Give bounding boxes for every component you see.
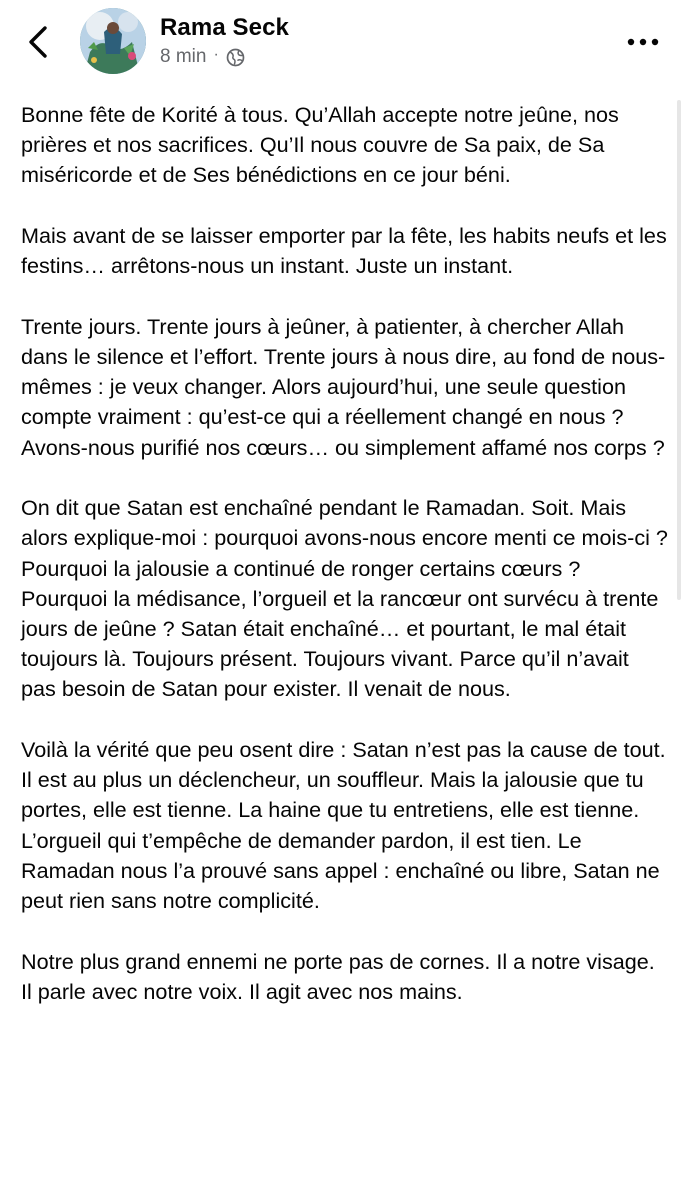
author-name[interactable]: Rama Seck (160, 14, 289, 41)
more-options-button[interactable] (625, 30, 661, 54)
post-text (21, 100, 669, 1037)
post-timestamp[interactable]: 8 min (160, 46, 207, 67)
post-paragraph: On dit que Satan est enchaîné pendant le Ramadan. Soit. Mais alors explique-moi : pourquoi avons-nous encore menti ce mois-ci ? Pourquoi la jalousie a continué de ronger certains cœurs ? Pourquoi la médisance, l’orgueil et la rancœur ont survécu à trente jours de jeûne ? Satan était enchaîné… et pourtant, le mal était toujours là. Toujours présent. Toujours vivant. Parce qu’il n’avait pas besoin de Satan pour exister. Il venait de nous. (21, 495, 668, 702)
post-paragraph: Trente jours. Trente jours à jeûner, à patienter, à chercher Allah dans le silence et l’effort. Trente jours à nous dire, au fond de nous-mêmes : je veux changer. Alors aujourd’hui, une seule question compte vraiment : qu’est-ce qui a réellement changé en nous ? Avons-nous purifié nos cœurs… ou simplement affamé nos corps ? (21, 313, 666, 460)
post-meta (160, 46, 245, 68)
globe-icon[interactable] (226, 48, 245, 67)
back-button[interactable] (18, 22, 58, 62)
avatar-image (80, 8, 146, 74)
post-paragraph: Mais avant de se laisser emporter par la fête, les habits neufs et les festins… arrêtons-nous un instant. Juste un instant. (21, 223, 667, 279)
more-horizontal-icon (627, 38, 659, 46)
avatar[interactable] (80, 8, 146, 74)
scrollbar[interactable] (677, 100, 681, 600)
post-paragraph: Voilà la vérité que peu osent dire : Satan n’est pas la cause de tout. Il est au plus un déclencheur, un souffleur. Mais la jalousie que tu portes, elle est tienne. La haine que tu entretiens, elle est tienne. L’orgueil qui t’empêche de demander pardon, il est tien. Le Ramadan nous l’a prouvé sans appel : enchaîné ou libre, Satan ne peut rien sans notre complicité. (21, 737, 666, 914)
post-paragraph: Bonne fête de Korité à tous. Qu’Allah accepte notre jeûne, nos prières et nos sacrifices. Qu’Il nous couvre de Sa paix, de Sa miséricorde et de Ses bénédictions en ce jour béni. (21, 102, 619, 188)
post-paragraph: Notre plus grand ennemi ne porte pas de cornes. Il a notre visage. Il parle avec notre voix. Il agit avec nos mains. (21, 948, 655, 1004)
chevron-left-icon (27, 25, 49, 59)
meta-separator: · (213, 46, 219, 63)
post-header (0, 0, 683, 86)
